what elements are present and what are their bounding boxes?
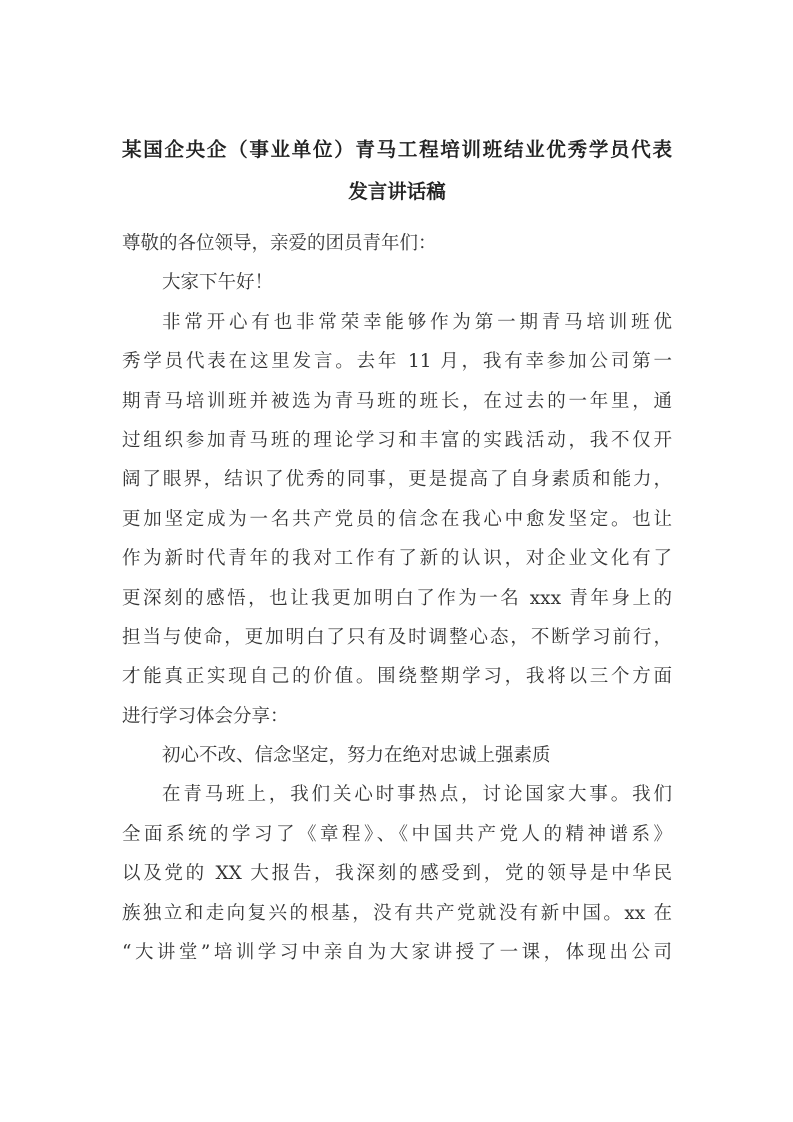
paragraph-line: 作为新时代青年的我对工作有了新的认识，对企业文化有了: [122, 548, 672, 570]
paragraph-line: 更深刻的感悟，也让我更加明白了作为一名 xxx 青年身上的: [122, 587, 672, 609]
paragraph-line: 进行学习体会分享：: [122, 705, 289, 727]
paragraph-line: 秀学员代表在这里发言。去年 11 月，我有幸参加公司第一: [122, 351, 672, 373]
document-title-line-1: 某国企央企（事业单位）青马工程培训班结业优秀学员代表: [122, 138, 672, 161]
paragraph-line: 才能真正实现自己的价值。围绕整期学习，我将以三个方面: [122, 666, 672, 688]
paragraph-line: 全面系统的学习了《章程》、《中国共产党人的精神谱系》: [122, 823, 672, 845]
paragraph-line: 以及党的 XX 大报告，我深刻的感受到，党的领导是中华民: [122, 863, 672, 885]
paragraph-line: “大讲堂”培训学习中亲自为大家讲授了一课，体现出公司: [122, 942, 672, 964]
paragraph-line: 期青马培训班并被选为青马班的班长，在过去的一年里，通: [122, 390, 672, 412]
paragraph-line: 过组织参加青马班的理论学习和丰富的实践活动，我不仅开: [122, 429, 672, 451]
document-title-line-2: 发言讲话稿: [348, 180, 446, 203]
paragraph-1: [122, 303, 672, 736]
paragraph-line: 族独立和走向复兴的根基，没有共产党就没有新中国。xx 在: [122, 902, 672, 924]
paragraph-line: 更加坚定成为一名共产党员的信念在我心中愈发坚定。也让: [122, 508, 672, 530]
paragraph-2: [122, 775, 672, 972]
paragraph-line: 阔了眼界，结识了优秀的同事，更是提高了自身素质和能力，: [122, 469, 672, 491]
paragraph-line: 担当与使命，更加明白了只有及时调整心态，不断学习前行，: [122, 626, 672, 648]
section-heading: 初心不改、信念坚定，努力在绝对忠诚上强素质: [162, 745, 551, 767]
paragraph-line: 在青马班上，我们关心时事热点，讨论国家大事。我们: [162, 784, 672, 806]
salutation: 尊敬的各位领导，亲爱的团员青年们：: [122, 233, 437, 254]
greeting: 大家下午好！: [162, 272, 274, 294]
paragraph-line: 非常开心有也非常荣幸能够作为第一期青马培训班优: [162, 311, 672, 333]
document-body: [122, 224, 672, 972]
